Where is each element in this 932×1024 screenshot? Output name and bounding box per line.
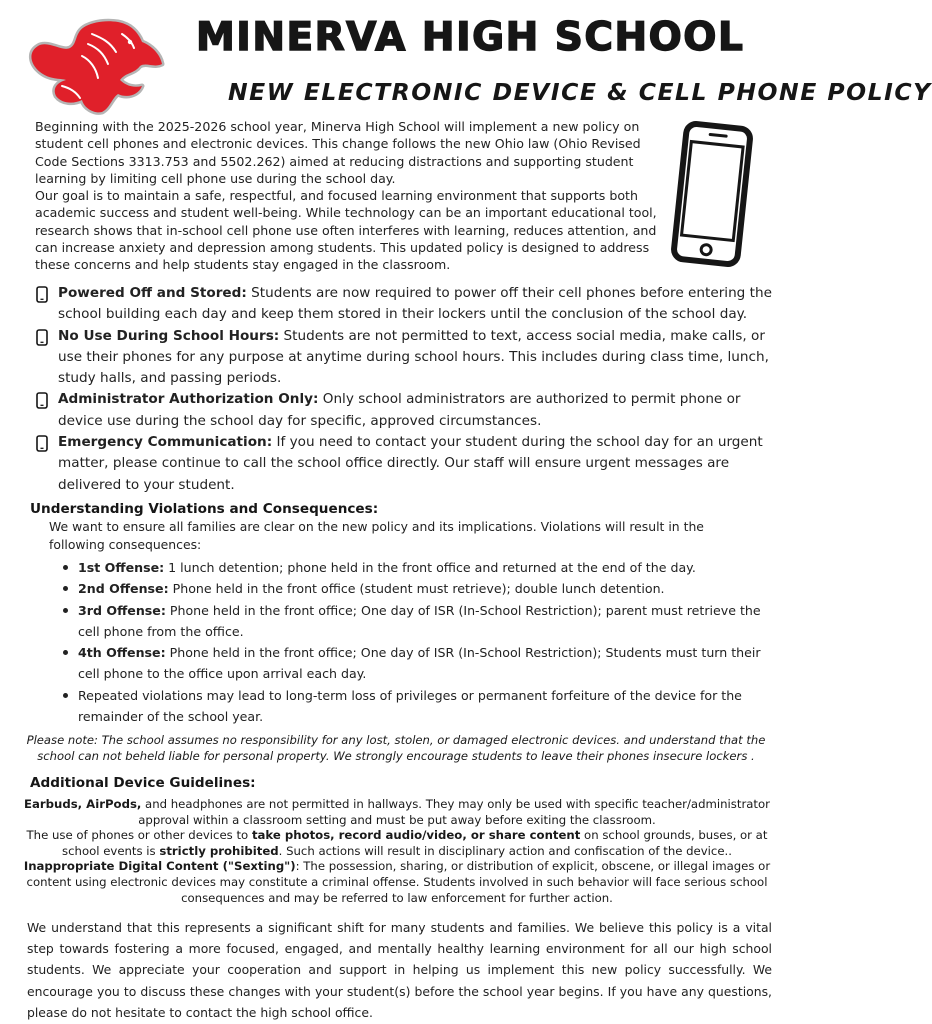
violation-label: 3rd Offense: <box>78 602 166 618</box>
violation-text: Phone held in the front office; One day of ISR (In-School Restriction); Students must turn their cell phone to the office upon arrival each day. <box>78 645 761 682</box>
lion-mascot-icon <box>22 12 172 117</box>
policy-item-text: If you need to contact your student during the school day for an urgent matter, please continue to call the school office directly. Our staff will ensure urgent messages are delivered to your student. <box>58 434 763 493</box>
photos-pre: The use of phones or other devices to <box>26 828 252 843</box>
violation-label: 1st Offense: <box>78 560 165 575</box>
additional-heading: Additional Device Guidelines: <box>30 775 256 791</box>
photos-post: . Such actions will result in disciplinary action and confiscation of the device.. <box>278 843 732 858</box>
closing-paragraph: We understand that this represents a significant shift for many students and families. We believe this policy is a vital step towards fostering a more focused, engaged, and mentally healthy learning environment for all our high school students. We appreciate your cooperation and support in helping us implement this new policy successfully. We encourage you to discuss these changes with your student(s) before the school year begins. If you have any questions, please do not hesitate to contact the high school office. <box>27 920 772 1020</box>
policy-item-title: Powered Off and Stored: <box>58 285 247 301</box>
phone-bullet-icon <box>36 286 48 303</box>
violation-label: 4th Offense: <box>78 645 166 661</box>
policy-item <box>32 326 772 390</box>
intro-paragraph-1: Beginning with the 2025-2026 school year, Minerva High School will implement a new policy on student cell phones and electronic devices. This change follows the new Ohio law (Ohio Revised Code Sections 3313.753 and 5502.262) aimed at reducing distractions and supporting student learning by limiting cell phone use during the school day. <box>35 119 641 186</box>
policy-list <box>32 283 772 496</box>
photos-bold-2: strictly prohibited <box>159 843 279 858</box>
photos-guideline <box>22 828 772 859</box>
violations-heading: Understanding Violations and Consequences: <box>30 501 379 517</box>
violation-label: 2nd Offense: <box>78 581 169 597</box>
violation-item <box>61 642 771 685</box>
violation-text: 1 lunch detention; phone held in the front office and returned at the end of the day. <box>164 560 696 575</box>
violations-intro: We want to ensure all families are clear on the new policy and its implications. Violations will result in the following consequences: <box>49 519 704 552</box>
content-text: : The possession, sharing, or distribution of explicit, obscene, or illegal images or content using electronic devices may constitute a criminal offense. Students involved in such behavior will face serious school consequences and may be referred to law enforcement for further action. <box>26 859 771 905</box>
liability-note: Please note: The school assumes no responsibility for any lost, stolen, or damaged electronic devices. and understand that the school can not beheld liable for personal property. We strongly encourage students to leave their phones insecure lockers . <box>26 733 766 763</box>
violation-item <box>61 600 771 643</box>
policy-item-title: Emergency Communication: <box>58 434 273 451</box>
earbuds-text: and headphones are not permitted in hallways. They may only be used with specific teacher/administrator approval within a classroom setting and must be put away before exiting the classroom. <box>138 797 770 827</box>
school-title: MINERVA HIGH SCHOOL <box>196 15 745 60</box>
phone-bullet-icon <box>36 435 48 452</box>
intro-paragraph-2: Our goal is to maintain a safe, respectful, and focused learning environment that supports both academic success and student well-being. While technology can be an important educational tool, research shows that in-school cell phone use often interferes with learning, reduces attention, and can increase anxiety and depression among students. This updated policy is designed to address these concerns and help students stay engaged in the classroom. <box>35 188 657 273</box>
violation-item <box>61 557 771 578</box>
violations-list <box>61 557 771 727</box>
violation-text: Phone held in the front office; One day of ISR (In-School Restriction); parent must retrieve the cell phone from the office. <box>78 602 761 639</box>
policy-item <box>32 283 772 326</box>
policy-item-text: Students are now required to power off their cell phones before entering the school building each day and keep them stored in their lockers until the conclusion of the school day. <box>58 285 772 323</box>
policy-item-title: Administrator Authorization Only: <box>58 391 319 408</box>
intro-section <box>35 118 675 274</box>
additional-guidelines <box>22 797 772 906</box>
policy-item-text: Students are not permitted to text, access social media, make calls, or use their phones for any purpose at anytime during school hours. This includes during class time, lunch, study halls, and passing periods. <box>58 327 769 387</box>
content-bold: Inappropriate Digital Content ("Sexting") <box>23 859 296 874</box>
violation-text: Phone held in the front office (student must retrieve); double lunch detention. <box>168 581 665 597</box>
content-guideline <box>22 859 772 906</box>
earbuds-bold: Earbuds, AirPods, <box>24 797 142 811</box>
smartphone-icon <box>668 120 756 268</box>
photos-bold: take photos, record audio/video, or share content <box>251 828 581 843</box>
policy-item-text: Only school administrators are authorized to permit phone or device use during the school day for specific, approved circumstances. <box>58 391 741 429</box>
earbuds-guideline <box>22 797 772 828</box>
phone-bullet-icon <box>36 392 48 409</box>
policy-subtitle: NEW ELECTRONIC DEVICE & CELL PHONE POLICY <box>228 78 932 106</box>
policy-item <box>32 389 772 432</box>
phone-bullet-icon <box>36 329 48 346</box>
policy-item-title: No Use During School Hours: <box>58 327 280 344</box>
violation-text: Repeated violations may lead to long-term loss of privileges or permanent forfeiture of the device for the remainder of the school year. <box>78 687 742 725</box>
violation-item <box>61 685 771 728</box>
violation-item <box>61 578 771 599</box>
policy-item <box>32 432 772 496</box>
photos-mid: on school grounds, buses, or at school events is <box>62 828 768 858</box>
